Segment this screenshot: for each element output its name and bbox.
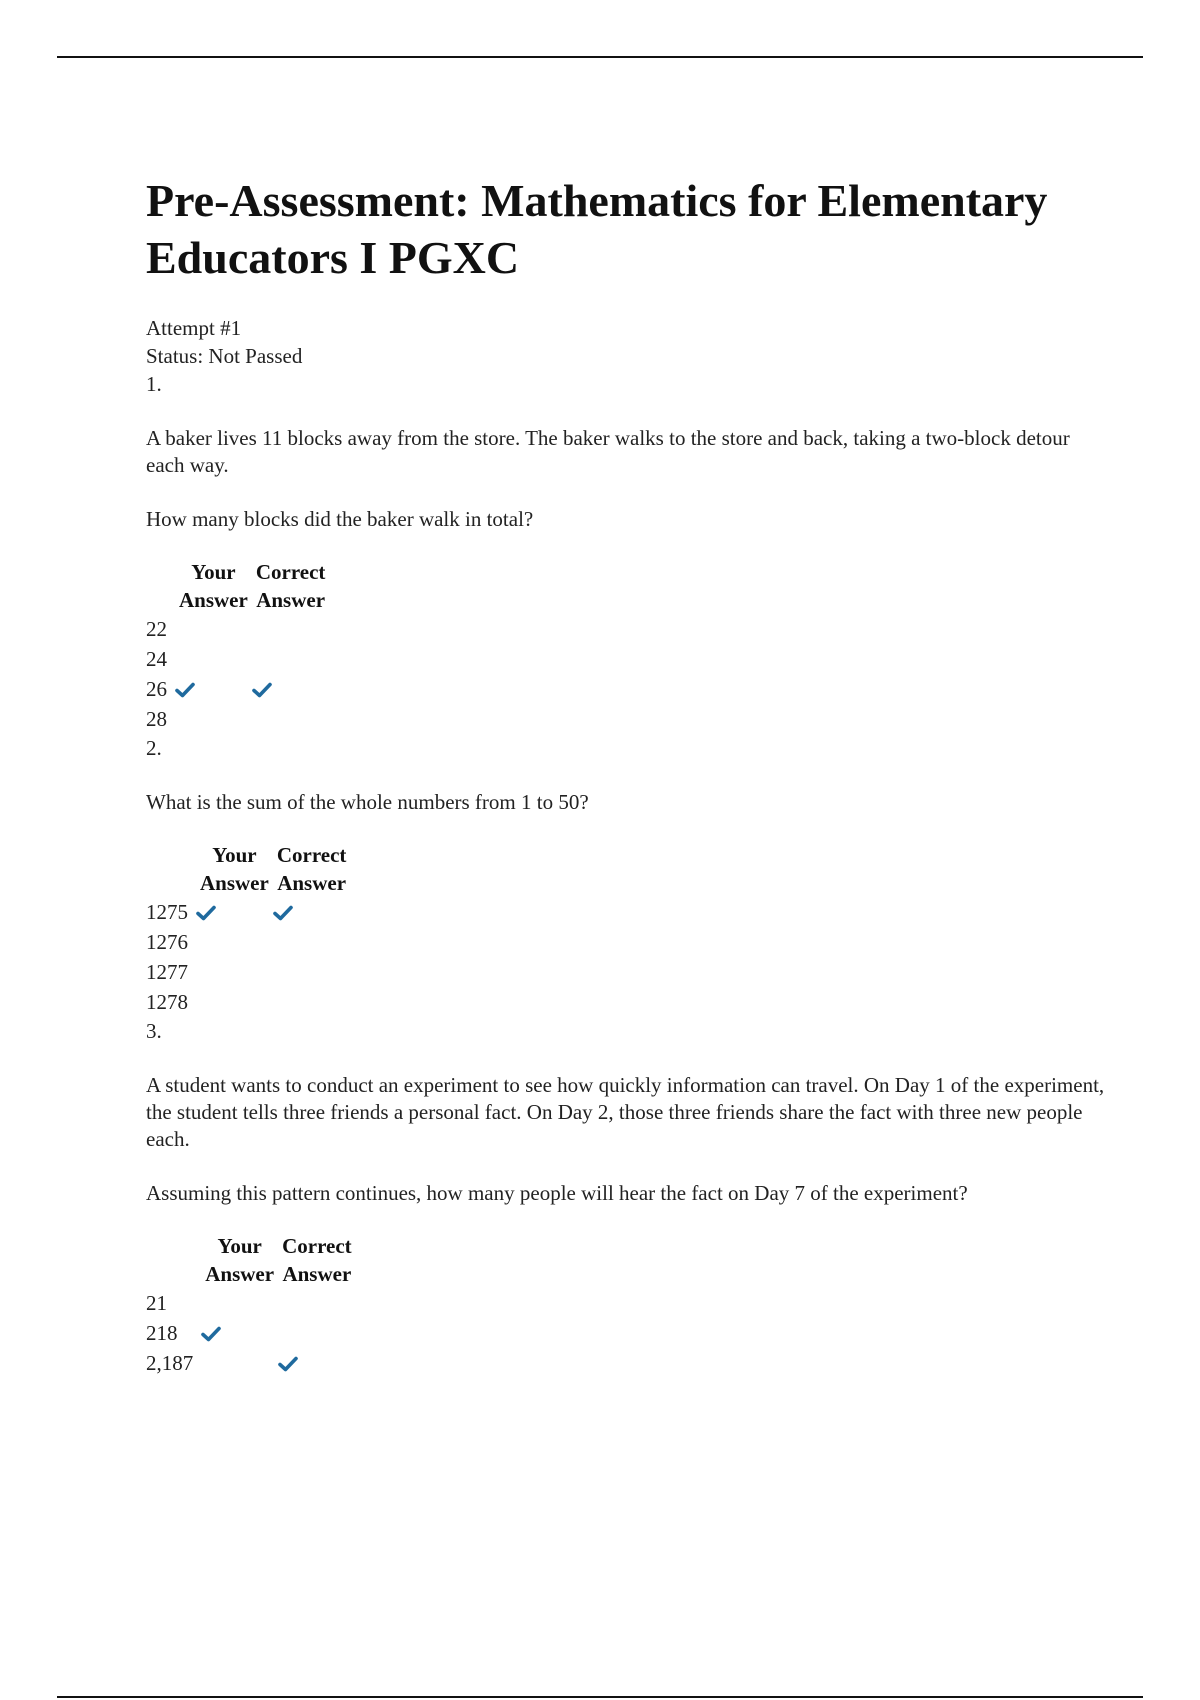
correct-answer-header — [252, 558, 330, 614]
correct-answer-cell — [252, 704, 330, 734]
checkmark-icon — [175, 682, 197, 700]
correct-answer-cell — [273, 957, 351, 987]
answer-option-row — [146, 674, 329, 704]
your-answer-cell — [196, 957, 273, 987]
correct-answer-cell — [252, 644, 330, 674]
correct-answer-cell — [252, 674, 330, 704]
your-answer-cell — [175, 674, 252, 704]
your-answer-header — [201, 1232, 278, 1288]
question-number: 2. — [146, 736, 162, 760]
your-answer-header-line2: Answer — [200, 871, 269, 895]
answer-table — [146, 841, 350, 1017]
question-prompt: What is the sum of the whole numbers from 1 to 50? — [146, 790, 589, 814]
question-prompt: Assuming this pattern continues, how many people will hear the fact on Day 7 of the experiment? — [146, 1181, 968, 1205]
your-answer-cell — [175, 614, 252, 644]
question-text: A baker lives 11 blocks away from the store. The baker walks to the store and back, taking a two-block detour each way. — [146, 426, 1070, 477]
question-prompt: How many blocks did the baker walk in total? — [146, 507, 534, 531]
your-answer-cell — [201, 1348, 278, 1378]
option-header-blank — [146, 1232, 201, 1288]
answer-option-row — [146, 1318, 356, 1348]
correct-answer-cell — [278, 1288, 356, 1318]
attempt-info — [146, 314, 1106, 370]
your-answer-cell — [175, 704, 252, 734]
checkmark-icon — [278, 1356, 300, 1374]
answer-option-value: 2,187 — [146, 1351, 194, 1375]
correct-answer-cell — [273, 897, 351, 927]
answer-table — [146, 558, 329, 734]
correct-answer-cell — [273, 987, 351, 1017]
top-rule — [57, 56, 1143, 58]
question-1 — [146, 370, 1106, 734]
answer-table-header — [146, 1232, 356, 1288]
option-header-blank — [146, 558, 175, 614]
correct-answer-header — [273, 841, 351, 897]
correct-answer-cell — [273, 927, 351, 957]
answer-option-value: 22 — [146, 617, 167, 641]
your-answer-header-line1: Your — [212, 843, 257, 867]
question-3 — [146, 1017, 1106, 1378]
correct-answer-header-line2: Answer — [282, 1262, 352, 1286]
answer-table — [146, 1232, 356, 1378]
answer-option-value: 1276 — [146, 930, 188, 954]
attempt-number: Attempt #1 — [146, 316, 242, 340]
correct-answer-header-line1: Correct — [282, 1234, 352, 1258]
correct-answer-cell — [278, 1318, 356, 1348]
question-number: 1. — [146, 372, 162, 396]
answer-option-value: 218 — [146, 1321, 178, 1345]
answer-option-value: 28 — [146, 707, 167, 731]
your-answer-header-line1: Your — [217, 1234, 262, 1258]
correct-answer-cell — [252, 614, 330, 644]
answer-option-row — [146, 644, 329, 674]
checkmark-icon — [196, 905, 218, 923]
answer-option-value: 1275 — [146, 900, 188, 924]
bottom-rule — [57, 1696, 1143, 1698]
answer-option-row — [146, 927, 350, 957]
answer-option-row — [146, 1288, 356, 1318]
answer-table-header — [146, 558, 329, 614]
answer-option-row — [146, 614, 329, 644]
answer-option-row — [146, 704, 329, 734]
answer-option-value: 1277 — [146, 960, 188, 984]
attempt-status: Status: Not Passed — [146, 344, 303, 368]
your-answer-cell — [196, 927, 273, 957]
answer-option-value: 24 — [146, 647, 167, 671]
correct-answer-header-line1: Correct — [255, 560, 326, 584]
document-content — [146, 172, 1106, 1378]
your-answer-header-line1: Your — [191, 560, 236, 584]
your-answer-cell — [175, 644, 252, 674]
your-answer-cell — [201, 1288, 278, 1318]
checkmark-icon — [252, 682, 274, 700]
question-list — [146, 370, 1106, 1378]
correct-answer-header-line2: Answer — [277, 871, 347, 895]
correct-answer-cell — [278, 1348, 356, 1378]
checkmark-icon — [273, 905, 295, 923]
answer-option-value: 1278 — [146, 990, 188, 1014]
your-answer-header — [175, 558, 252, 614]
question-number: 3. — [146, 1019, 162, 1043]
answer-option-row — [146, 987, 350, 1017]
correct-answer-header — [278, 1232, 356, 1288]
your-answer-header — [196, 841, 273, 897]
question-text: A student wants to conduct an experiment to see how quickly information can travel. On Day 1 of the experiment, the student tells three friends a personal fact. On Day 2, those three friends share the fact with three new people each. — [146, 1073, 1105, 1151]
option-header-blank — [146, 841, 196, 897]
answer-option-row — [146, 957, 350, 987]
answer-option-value: 26 — [146, 677, 167, 701]
your-answer-header-line2: Answer — [179, 588, 248, 612]
checkmark-icon — [201, 1326, 223, 1344]
question-2 — [146, 734, 1106, 1017]
your-answer-header-line2: Answer — [205, 1262, 275, 1286]
page-title: Pre-Assessment: Mathematics for Elementary Educators I PGXC — [146, 175, 1048, 283]
correct-answer-header-line2: Answer — [256, 588, 326, 612]
answer-option-row — [146, 1348, 356, 1378]
answer-option-row — [146, 897, 350, 927]
answer-option-value: 21 — [146, 1291, 167, 1315]
answer-table-header — [146, 841, 350, 897]
your-answer-cell — [201, 1318, 278, 1348]
correct-answer-header-line1: Correct — [276, 843, 347, 867]
your-answer-cell — [196, 987, 273, 1017]
your-answer-cell — [196, 897, 273, 927]
